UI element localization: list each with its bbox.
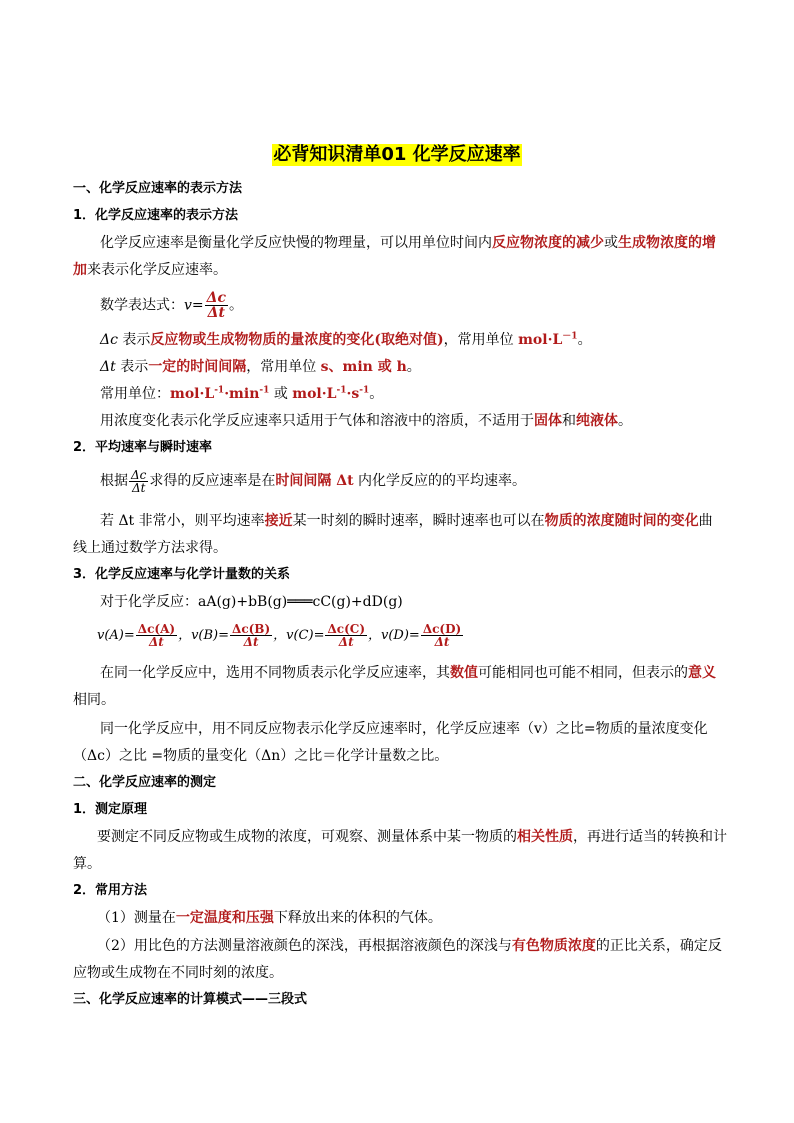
paragraph-dc	[100, 330, 760, 350]
text: 对于化学反应：	[100, 594, 198, 610]
highlight-text: 加	[73, 262, 87, 278]
text: 可能相同也可能不相同，但表示的	[478, 665, 688, 681]
reaction-equation: aA(g)+bB(g)═══cC(g)+dD(g)	[198, 594, 403, 610]
text: 化学反应速率是衡量化学反应快慢的物理量，可以用单位时间内	[100, 235, 492, 251]
text: v(A)=	[97, 628, 135, 643]
subheading-2-2: 2．常用方法	[73, 883, 148, 898]
paragraph-method-2	[97, 936, 757, 956]
text: ，v(C)=	[273, 628, 325, 643]
highlight-text: 一定的时间间隔	[148, 359, 247, 375]
section-heading-1: 一、化学反应速率的表示方法	[73, 181, 243, 196]
fraction	[205, 291, 228, 320]
highlight-text: mol·L	[170, 386, 215, 402]
fraction	[421, 623, 463, 648]
numerator: Δc(C)	[327, 622, 365, 636]
superscript: -1	[214, 385, 225, 396]
text: 常用单位：	[100, 386, 170, 402]
text: ，常用单位	[443, 332, 519, 348]
highlight-text: 一定温度和压强	[175, 910, 274, 926]
fraction	[129, 469, 148, 494]
highlight-text: 物质的浓度随时间的变化	[544, 513, 699, 529]
highlight-text: 数值	[450, 665, 478, 681]
paragraph-reaction	[100, 592, 760, 612]
text: 。	[229, 297, 244, 314]
highlight-text: 反应物浓度的减少	[492, 235, 604, 251]
numerator: Δc(D)	[422, 622, 462, 636]
paragraph-ratio-cont: （Δc）之比 =物质的量变化（Δn）之比＝化学计量数之比。	[73, 748, 449, 764]
paragraph-applicability	[100, 411, 760, 431]
superscript: -1	[336, 385, 347, 396]
fraction	[230, 623, 272, 648]
highlight-text: 相关性质	[517, 829, 573, 845]
highlight-text: 接近	[264, 513, 293, 529]
highlight-text: ·min	[224, 386, 260, 402]
paragraph-1-cont	[73, 260, 733, 280]
highlight-text: mol·L	[292, 386, 337, 402]
text: 的正比关系，确定反	[595, 938, 722, 954]
text: 若 Δt 非常小，则平均速率	[100, 513, 265, 529]
text: ，v(B)=	[178, 628, 230, 643]
text: 来表示化学反应速率。	[87, 262, 227, 278]
text: 下释放出来的体积的气体。	[273, 910, 442, 926]
text: ，再进行适当的转换和计	[573, 829, 727, 845]
subheading-1-3: 3．化学反应速率与化学计量数的关系	[73, 567, 291, 582]
numerator: Δc	[206, 290, 227, 306]
paragraph-principle	[97, 827, 757, 847]
text: 或	[604, 235, 618, 251]
text: 在同一化学反应中，选用不同物质表示化学反应速率，其	[100, 665, 450, 681]
paragraph-values-cont: 相同。	[73, 692, 115, 708]
superscript: -1	[259, 385, 270, 396]
highlight-text: 纯液体	[576, 413, 618, 429]
text: 。	[369, 386, 384, 402]
text: 曲	[698, 513, 713, 529]
fraction	[136, 623, 177, 648]
paragraph-dt	[100, 357, 760, 377]
numerator: Δc	[131, 467, 147, 482]
highlight-text: s、min 或 h	[320, 359, 407, 375]
fraction	[325, 623, 367, 648]
paragraph-instant-rate-cont: 线上通过数学方法求得。	[73, 540, 227, 556]
denominator: Δt	[434, 635, 450, 649]
numerator: Δc(A)	[137, 622, 176, 636]
paragraph-instant-rate	[100, 511, 760, 531]
paragraph-units	[100, 384, 760, 404]
text: 表示	[117, 332, 151, 348]
denominator: Δt	[207, 305, 226, 321]
highlight-text: 意义	[688, 665, 716, 681]
text: 和	[562, 413, 576, 429]
paragraph-average-rate	[100, 466, 760, 496]
highlight-text: mol·L	[518, 332, 563, 348]
rate-formulas	[97, 620, 757, 652]
highlight-text: 反应物或生成物物质的量浓度的变化(取绝对值)	[150, 332, 444, 348]
denominator: Δt	[149, 635, 164, 649]
text: ，v(D)=	[368, 628, 420, 643]
text: v	[184, 297, 192, 314]
numerator: Δc(B)	[232, 622, 271, 636]
denominator: Δt	[243, 635, 259, 649]
text: 。	[577, 332, 592, 348]
page-title: 必背知识清单01 化学反应速率	[273, 144, 521, 165]
highlight-text: 固体	[534, 413, 562, 429]
section-heading-3: 三、化学反应速率的计算模式——三段式	[73, 992, 308, 1007]
superscript: －1	[562, 331, 578, 342]
paragraph-method-1	[97, 908, 757, 928]
title-wrap	[0, 144, 794, 166]
math-expression	[100, 291, 760, 320]
text: 用浓度变化表示化学反应速率只适用于气体和溶液中的溶质，不适用于	[100, 413, 534, 429]
subheading-2-1: 1．测定原理	[73, 802, 148, 817]
text: 要测定不同反应物或生成物的浓度，可观察、测量体系中某一物质的	[97, 829, 517, 845]
denominator: Δt	[131, 480, 146, 495]
superscript: -1	[359, 385, 370, 396]
text: 某一时刻的瞬时速率，瞬时速率也可以在	[292, 513, 545, 529]
text: =	[191, 297, 204, 314]
paragraph-ratio: 同一化学反应中，用不同反应物表示化学反应速率时，化学反应速率（v）之比=物质的量浓度变化	[100, 721, 708, 737]
denominator: Δt	[338, 635, 354, 649]
section-heading-2: 二、化学反应速率的测定	[73, 775, 217, 790]
highlight-text: 有色物质浓度	[511, 938, 596, 954]
text: 。	[406, 359, 421, 375]
text: （1）测量在	[97, 910, 176, 926]
subheading-1-2: 2．平均速率与瞬时速率	[73, 440, 213, 455]
text: 表示	[115, 359, 149, 375]
highlight-text: 生成物浓度的增	[618, 235, 716, 251]
text: Δt	[100, 359, 116, 375]
text: 数学表达式：	[100, 297, 184, 314]
text: 或	[269, 386, 293, 402]
text: 。	[618, 413, 632, 429]
text: ，常用单位	[246, 359, 321, 375]
highlight-text: ·s	[346, 386, 360, 402]
text: Δc	[100, 332, 118, 348]
paragraph-method-2-cont: 应物或生成物在不同时刻的浓度。	[73, 965, 283, 981]
text: 根据	[100, 473, 128, 489]
paragraph-values	[100, 663, 760, 683]
text: 内化学反应的的平均速率。	[353, 473, 527, 489]
paragraph-principle-cont: 算。	[73, 856, 101, 872]
text: 求得的反应速率是在	[149, 473, 276, 489]
highlight-text: 时间间隔 Δt	[275, 473, 354, 489]
subheading-1-1: 1．化学反应速率的表示方法	[73, 208, 239, 223]
paragraph-1	[100, 233, 760, 253]
text: （2）用比色的方法测量溶液颜色的深浅，再根据溶液颜色的深浅与	[97, 938, 512, 954]
